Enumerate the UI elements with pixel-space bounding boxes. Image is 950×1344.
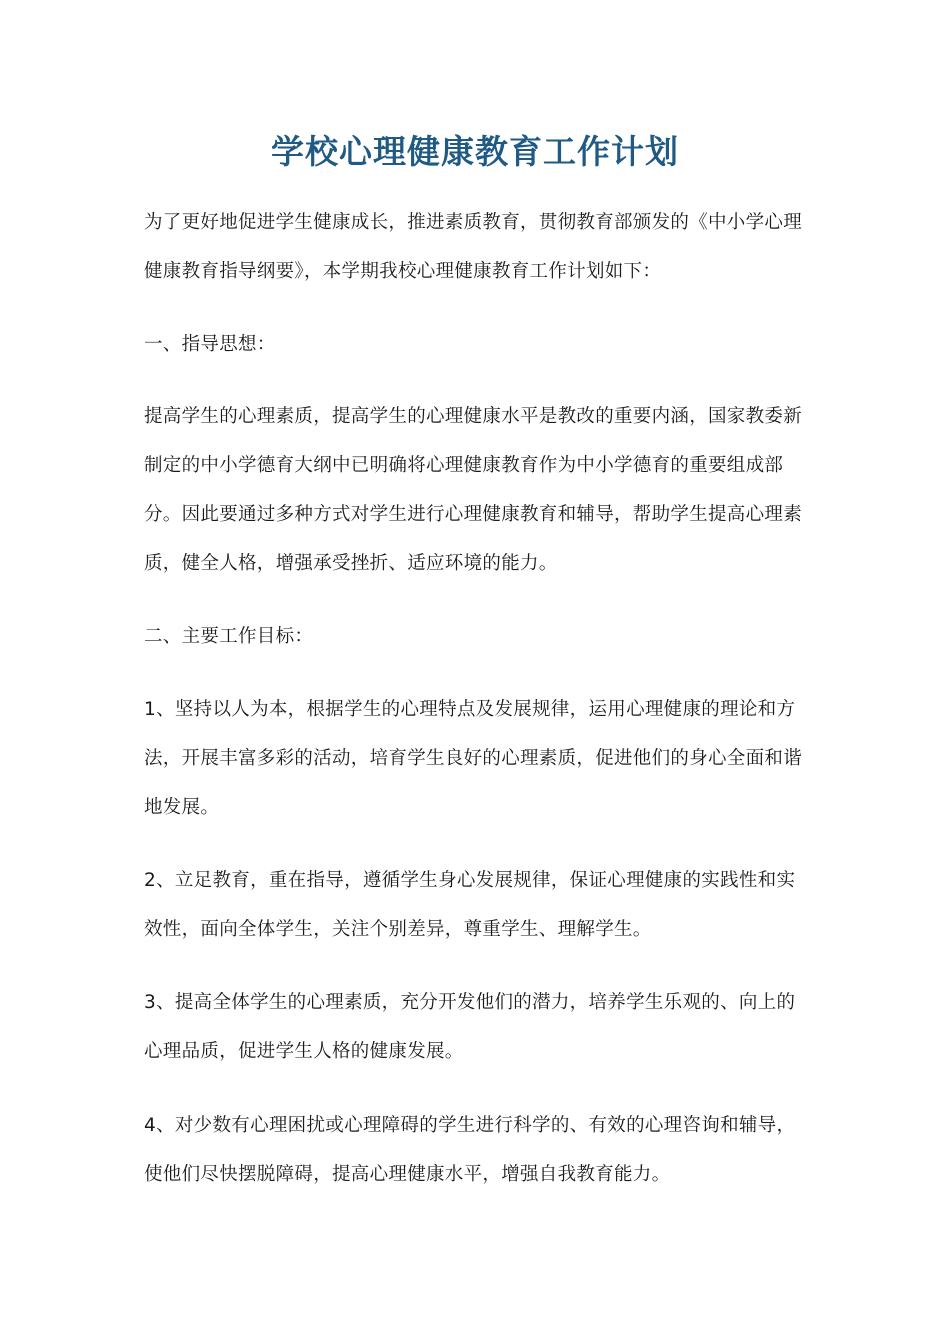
intro-paragraph: 为了更好地促进学生健康成长，推进素质教育，贯彻教育部颁发的《中小学心理健康教育指导纲要》，本学期我校心理健康教育工作计划如下：: [144, 212, 803, 282]
goal-item-3: 3、提高全体学生的心理素质，充分开发他们的潜力，培养学生乐观的、向上的心理品质，促进学生人格的健康发展。: [144, 992, 796, 1062]
goal-item-4: 4、对少数有心理困扰或心理障碍的学生进行科学的、有效的心理咨询和辅导，使他们尽快摆脱障碍，提高心理健康水平，增强自我教育能力。: [144, 1115, 796, 1185]
guiding-ideology-paragraph: 提高学生的心理素质，提高学生的心理健康水平是教改的重要内涵，国家教委新制定的中小学德育大纲中已明确将心理健康教育作为中小学德育的重要组成部分。因此要通过多种方式对学生进行心理健康教育和辅导，帮助学生提高心理素质，健全人格，增强承受挫折、适应环境的能力。: [144, 406, 803, 574]
section-heading-main-goals: 二、主要工作目标：: [144, 626, 314, 647]
section-heading-guiding-ideology: 一、指导思想：: [144, 334, 276, 355]
goal-item-2: 2、立足教育，重在指导，遵循学生身心发展规律，保证心理健康的实践性和实效性，面向全体学生，关注个别差异，尊重学生、理解学生。: [144, 870, 796, 940]
document-title: 学校心理健康教育工作计划: [271, 132, 679, 171]
goal-item-1: 1、坚持以人为本，根据学生的心理特点及发展规律，运用心理健康的理论和方法，开展丰富多彩的活动，培育学生良好的心理素质，促进他们的身心全面和谐地发展。: [144, 699, 803, 818]
